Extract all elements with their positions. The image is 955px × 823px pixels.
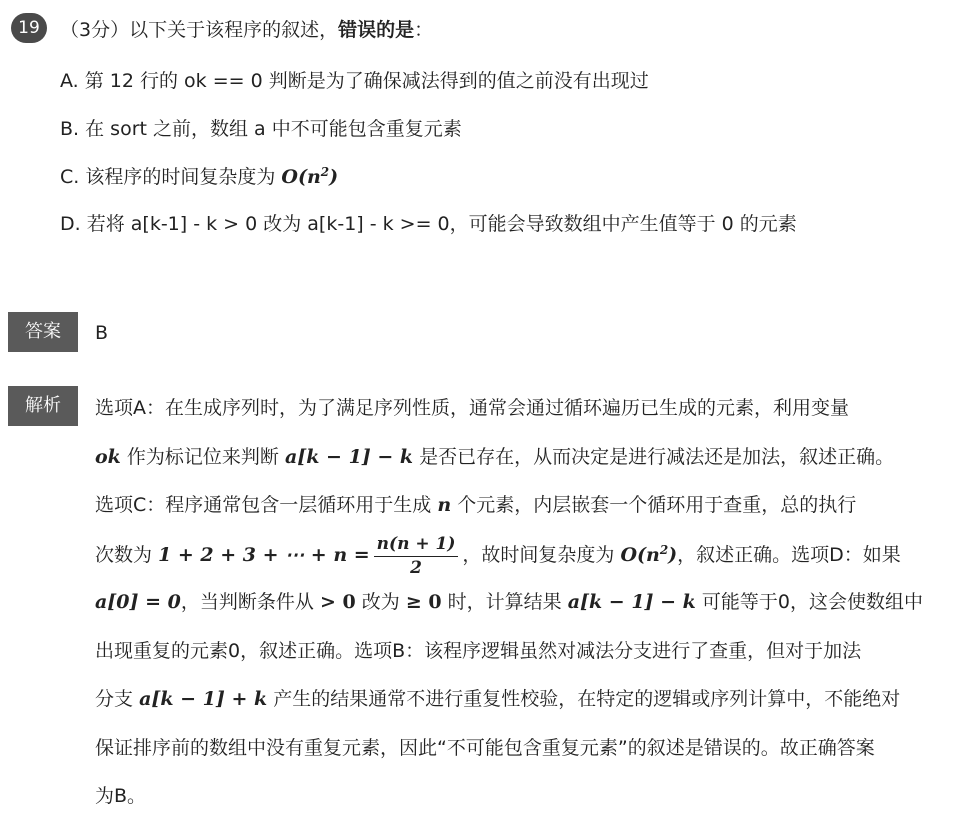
analysis-label: 解析 (8, 386, 78, 426)
analysis-line: ok 作为标记位来判断 a[k − 1] − k 是否已存在，从而决定是进行减法还是加法，叙述正确。 (95, 445, 895, 468)
option-b: B. 在 sort 之前，数组 a 中不可能包含重复元素 (60, 118, 462, 140)
math-fraction: $\frac{n(n + 1)}{2}$ (374, 532, 459, 579)
analysis-line: 为B。 (95, 785, 147, 807)
option-c: C. 该程序的时间复杂度为 $O(n^2)$ (60, 165, 339, 188)
analysis-text (95, 386, 953, 823)
question-stem: （3分）以下关于该程序的叙述，错误的是： (60, 19, 434, 41)
analysis-line: 选项A：在生成序列时，为了满足序列性质，通常会通过循环遍历已生成的元素，利用变量 (95, 397, 849, 419)
option-a: A. 第 12 行的 ok == 0 判断是为了确保减法得到的值之前没有出现过 (60, 70, 649, 92)
answer-label: 答案 (8, 312, 78, 352)
analysis-line: 出现重复的元素0，叙述正确。选项B：该程序逻辑虽然对减法分支进行了查重，但对于加法 (95, 639, 862, 662)
analysis-line: a[0] = 0，当判断条件从 > 0 改为 ≥ 0 时，计算结果 a[k − 1] − k 可能等于0，这会使数组中 (95, 591, 923, 613)
option-d: D. 若将 a[k-1] - k > 0 改为 a[k-1] - k >= 0，可能会导致数组中产生值等于 0 的元素 (60, 213, 797, 235)
answer-value: B (95, 322, 109, 344)
analysis-line: 分支 a[k − 1] + k 产生的结果通常不进行重复性校验，在特定的逻辑或序列计算中，不能绝对 (95, 688, 901, 710)
analysis-line: 保证排序前的数组中没有重复元素，因此“不可能包含重复元素”的叙述是错误的。故正确答案 (95, 736, 875, 759)
analysis-line: 次数为 1 + 2 + 3 + ⋯ + n = $\frac{n(n + 1)}{2}$ ，故时间复杂度为 $O(n^2)$，叙述正确。选项D：如果 (95, 533, 901, 578)
math-complexity: $O(n^2)$ (281, 165, 339, 188)
stem-emphasis: 错误的是 (338, 19, 415, 41)
analysis-line: 选项C：程序通常包含一层循环用于生成 n 个元素，内层嵌套一个循环用于查重，总的执行 (95, 494, 857, 516)
question-number-badge: 19 (11, 13, 47, 43)
